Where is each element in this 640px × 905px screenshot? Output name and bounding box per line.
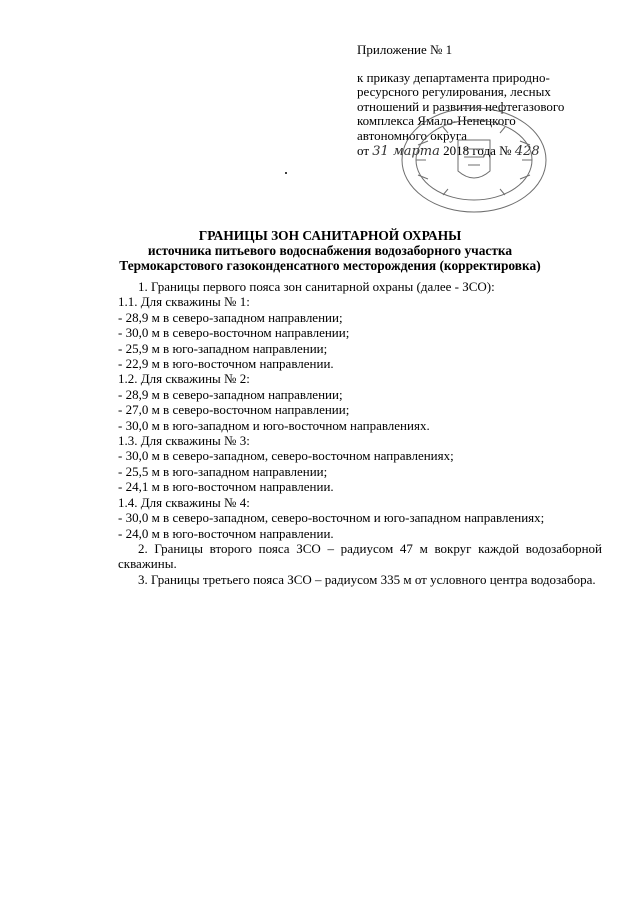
list-item: - 30,0 м в северо-восточном направлении; [118,325,350,341]
official-seal-stamp [398,105,550,215]
well-1-heading: 1.1. Для скважины № 1: [118,294,250,310]
stray-dot [285,172,287,174]
order-year: 2018 года [443,142,496,158]
order-line-4: комплекса Ямало-Ненецкого [357,113,516,129]
well-4-heading: 1.4. Для скважины № 4: [118,494,250,510]
list-item: - 24,1 м в юго-восточном направлении. [118,479,334,495]
list-item: - 25,9 м в юго-западном направлении; [118,340,328,356]
list-item: - 30,0 м в северо-западном, северо-восточном и юго-западном направлениях; [118,510,545,526]
paragraph-third-zone: 3. Границы третьего пояса ЗСО – радиусом 335 м от условного центра водозабора. [138,571,596,587]
order-line-2: ресурсного регулирования, лесных [357,84,551,100]
appendix-number: Приложение № 1 [357,42,453,57]
document-body [118,279,602,587]
handwritten-date: 31 марта [372,143,440,159]
well-3-heading: 1.3. Для скважины № 3: [118,433,250,449]
list-item: - 22,9 м в юго-восточном направлении. [118,356,334,372]
list-item: - 27,0 м в северо-восточном направлении; [118,402,350,418]
order-line-5: автономного округа [357,127,467,143]
document-subtitle-line-2: Термокарстового газоконденсатного месторождения (корректировка) [119,258,541,273]
number-sign: № [499,142,512,158]
list-item: - 30,0 м в юго-западном и юго-восточном направлениях. [118,417,430,433]
list-item: - 24,0 м в юго-восточном направлении. [118,525,334,541]
document-subtitle-line-1: источника питьевого водоснабжения водозаборного участка [147,243,513,258]
paragraph-first-zone: 1. Границы первого пояса зон санитарной охраны (далее - ЗСО): [138,279,495,294]
list-item: - 28,9 м в северо-западном направлении; [118,309,343,325]
list-item: - 30,0 м в северо-западном, северо-восточном направлениях; [118,448,454,464]
well-2-heading: 1.2. Для скважины № 2: [118,371,250,387]
order-line-3: отношений и развития нефтегазового [357,98,565,114]
order-line-1: к приказу департамента природно- [357,69,550,85]
handwritten-number: 428 [514,143,540,159]
document-title: ГРАНИЦЫ ЗОН САНИТАРНОЙ ОХРАНЫ [198,228,462,243]
list-item: - 28,9 м в северо-западном направлении; [118,386,343,402]
paragraph-second-zone: 2. Границы второго пояса ЗСО – радиусом 47 м вокруг каждой водозаборной скважины. [118,540,602,572]
date-prefix: от [357,142,370,158]
list-item: - 25,5 м в юго-западном направлении; [118,463,328,479]
